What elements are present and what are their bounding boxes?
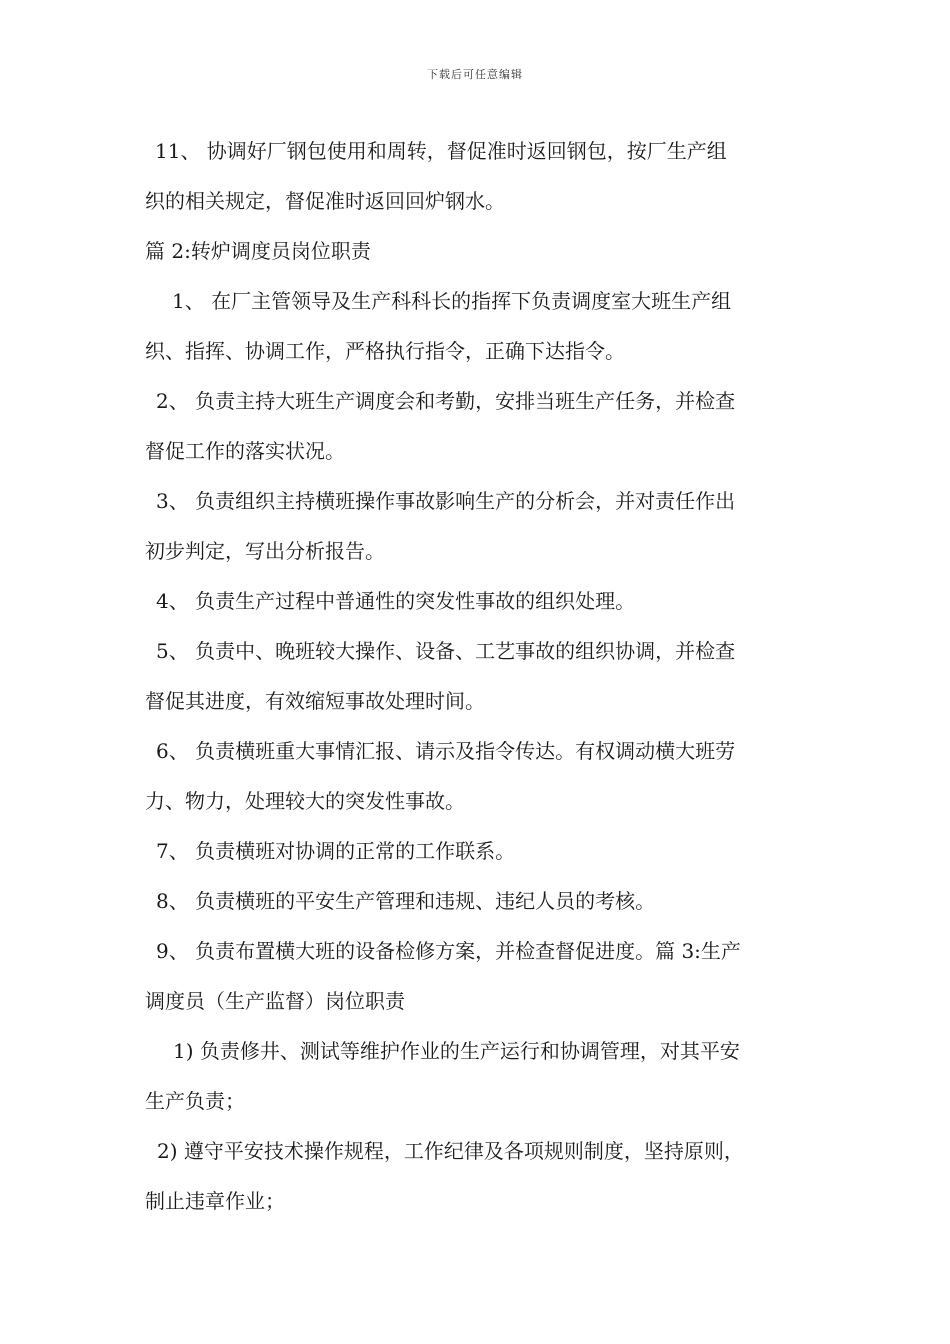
paragraph-line: 织、指挥、协调工作，严格执行指令，正确下达指令。 xyxy=(145,339,625,363)
paragraph-line: 督促工作的落实状况。 xyxy=(145,439,345,463)
paragraph-line: 7、 负责横班对协调的正常的工作联系。 xyxy=(156,839,516,863)
paragraph-line: 5、 负责中、晚班较大操作、设备、工艺事故的组织协调，并检查 xyxy=(156,639,736,663)
document-body xyxy=(145,126,810,1226)
paragraph-line: 力、物力，处理较大的突发性事故。 xyxy=(145,789,465,813)
paragraph-line: 织的相关规定，督促准时返回回炉钢水。 xyxy=(145,189,505,213)
paragraph-line: 调度员（生产监督）岗位职责 xyxy=(145,989,405,1013)
paragraph-line: 11、 协调好厂钢包使用和周转，督促准时返回钢包，按厂生产组 xyxy=(155,139,727,163)
paragraph-line: 督促其进度，有效缩短事故处理时间。 xyxy=(145,689,485,713)
paragraph-line: 2) 遵守平安技术操作规程，工作纪律及各项规则制度，坚持原则， xyxy=(157,1139,744,1163)
paragraph-line: 1) 负责修井、测试等维护作业的生产运行和协调管理，对其平安 xyxy=(173,1039,740,1063)
paragraph-line: 8、 负责横班的平安生产管理和违规、违纪人员的考核。 xyxy=(156,889,656,913)
paragraph-line: 2、 负责主持大班生产调度会和考勤，安排当班生产任务，并检查 xyxy=(156,389,736,413)
paragraph-line: 初步判定，写出分析报告。 xyxy=(145,539,385,563)
page-header: 下载后可任意编辑 xyxy=(427,68,523,81)
paragraph-line: 3、 负责组织主持横班操作事故影响生产的分析会，并对责任作出 xyxy=(156,489,736,513)
paragraph-line: 9、 负责布置横大班的设备检修方案，并检查督促进度。篇 3:生产 xyxy=(156,939,741,963)
paragraph-line: 制止违章作业； xyxy=(145,1189,285,1213)
paragraph-line: 1、 在厂主管领导及生产科科长的指挥下负责调度室大班生产组 xyxy=(172,289,732,313)
paragraph-line: 4、 负责生产过程中普通性的突发性事故的组织处理。 xyxy=(156,589,636,613)
paragraph-line: 6、 负责横班重大事情汇报、请示及指令传达。有权调动横大班劳 xyxy=(156,739,736,763)
section-heading: 篇 2:转炉调度员岗位职责 xyxy=(145,239,371,263)
paragraph-line: 生产负责； xyxy=(145,1089,245,1113)
